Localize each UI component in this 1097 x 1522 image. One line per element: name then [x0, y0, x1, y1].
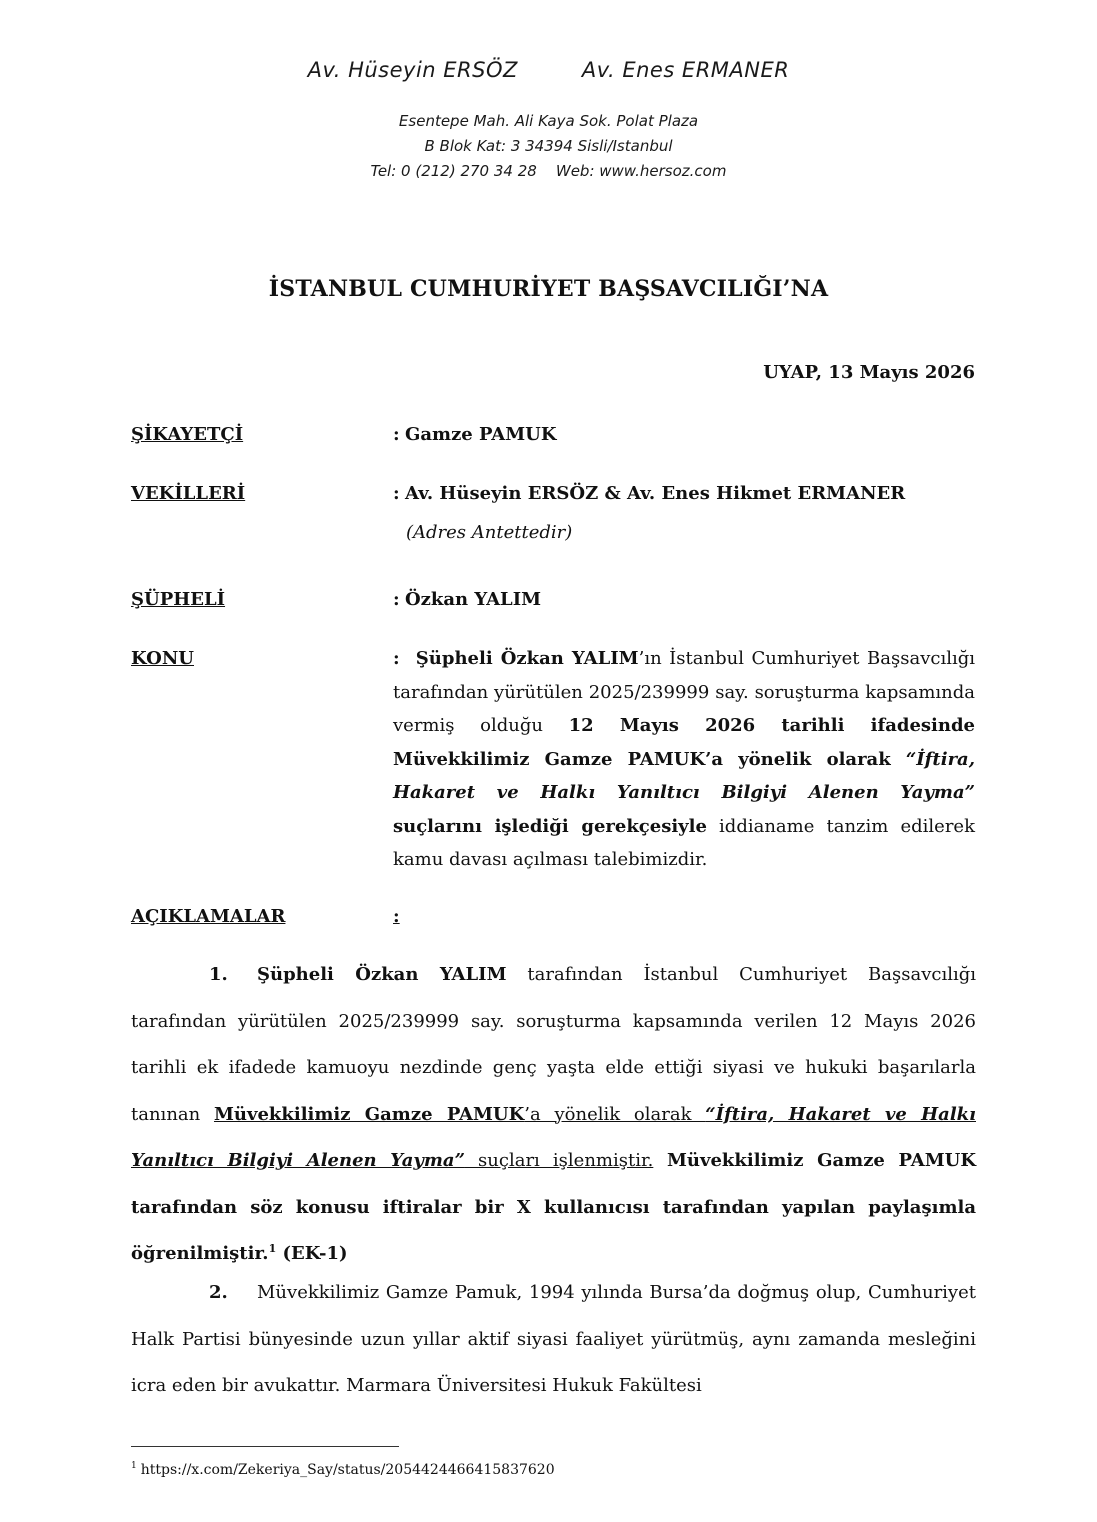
- suspect-value: Özkan YALIM: [405, 589, 542, 610]
- letterhead-names: [0, 58, 1097, 82]
- document-date: UYAP, 13 Mayıs 2026: [763, 362, 975, 383]
- explanations-label: AÇIKLAMALAR: [131, 906, 286, 927]
- subject-label: KONU: [131, 648, 194, 669]
- paragraph-1: 1. Şüpheli Özkan YALIM tarafından İstanbul Cumhuriyet Başsavcılığı tarafından yürütülen 2025/239999 say. soruşturma kapsamında verilen 12 Mayıs 2026 tarihli ek ifadede kamuoyu nezdinde genç yaşta elde ettiği siyasi ve hukuki başarılarla tanınan Müvekkilimiz Gamze PAMUK’a yönelik olarak “İftira, Hakaret ve Halkı Yanıltıcı Bilgiyi Alenen Yayma” suçları işlenmiştir. Müvekkilimiz Gamze PAMUK tarafından söz konusu iftiralar bir X kullanıcısı tarafından yapılan paylaşımla öğrenilmiştir.$^1$ (EK-1): [131, 952, 976, 1278]
- footnote-divider: [131, 1446, 399, 1447]
- suspect-label: ŞÜPHELİ: [131, 589, 226, 610]
- lawyer-name-1: Av. Hüseyin ERSÖZ: [307, 58, 518, 82]
- paragraph-2: 2. Müvekkilimiz Gamze Pamuk, 1994 yılında Bursa’da doğmuş olup, Cumhuriyet Halk Partisi bünyesinde uzun yıllar aktif siyasi faaliyet yürütmüş, aynı zamanda mesleğini icra eden bir avukattır. Marmara Üniversitesi Hukuk Fakültesi: [131, 1270, 976, 1410]
- letterhead-address-line-2: B Blok Kat: 3 34394 Sisli/Istanbul: [424, 137, 673, 155]
- footnote-reference: 1: [268, 1242, 277, 1255]
- attorneys-address-note: (Adres Antettedir): [406, 522, 573, 543]
- lawyer-name-2: Av. Enes ERMANER: [581, 58, 790, 82]
- letterhead-contact-line: Tel: 0 (212) 270 34 28 Web: www.hersoz.com: [370, 162, 727, 180]
- attorneys-value: Av. Hüseyin ERSÖZ & Av. Enes Hikmet ERMANER: [405, 483, 906, 504]
- subject-text: : Şüpheli Özkan YALIM’ın İstanbul Cumhuriyet Başsavcılığı tarafından yürütülen 2025/239999 say. soruşturma kapsamında vermiş olduğu 12 Mayıs 2026 tarihli ifadesinde Müvekkilimiz Gamze PAMUK’a yönelik olarak “İftira, Hakaret ve Halkı Yanıltıcı Bilgiyi Alenen Yayma” suçlarını işlediği gerekçesiyle iddianame tanzim edilerek kamu davası açılması talebimizdir.: [393, 648, 976, 870]
- footnote: $^1$ https://x.com/Zekeriya_Say/status/2054424466415837620: [131, 1461, 555, 1478]
- attorneys-label: VEKİLLERİ: [131, 483, 246, 504]
- letterhead-address-line-1: Esentepe Mah. Ali Kaya Sok. Polat Plaza: [398, 112, 699, 130]
- complainant-value: Gamze PAMUK: [405, 424, 557, 445]
- complainant-label: ŞİKAYETÇİ: [131, 424, 244, 445]
- document-page: Av. Hüseyin ERSÖZ Av. Enes ERMANER Esentepe Mah. Ali Kaya Sok. Polat Plaza B Blok Kat: 3 34394 Sisli/Istanbul Tel: 0 (212) 270 34 28 Web: www.hersoz.com İSTANBUL CUMHURİYET BAŞSAVCILIĞI’NA UYAP, 13 Mayıs 2026 ŞİKAYETÇİ : Gamze PAMUK VEKİLLERİ : Av. Hüseyin ERSÖZ & Av. Enes Hikmet ERMANER (Adres Antettedir) ŞÜPHELİ : Özkan YALIM KONU : Şüpheli Özkan YALIM’ın İstanbul Cumhuriyet Başsavcılığı tarafından yürütülen 2025/239999 say. soruşturma kapsamında vermiş olduğu 12 Mayıs 2026 tarihli ifadesinde Müvekkilimiz Gamze PAMUK’a yönelik olarak “İftira, Hakaret ve Halkı Yanıltıcı Bilgiyi Alenen Yayma” suçlarını işlediği gerekçesiyle iddianame tanzim edilerek kamu davası açılması talebimizdir. AÇIKLAMALAR : 1. Şüpheli Özkan YALIM tarafından İstanbul Cumhuriyet Başsavcılığı tarafından yürütülen 2025/239999 say. soruşturma kapsamında verilen 12 Mayıs 2026 tarihli ek ifadede kamuoyu nezdinde genç yaşta elde ettiği siyasi ve hukuki başarılarla tanınan Müvekkilimiz Gamze PAMUK’a yönelik olarak “İftira, Hakaret ve Halkı Yanıltıcı Bilgiyi Alenen Yayma” suçları işlenmiştir. Müvekkilimiz Gamze PAMUK tarafından söz konusu iftiralar bir X kullanıcısı tarafından yapılan paylaşımla öğrenilmiştir.$^1$ (EK-1) 2. Müvekkilimiz Gamze Pamuk, 1994 yılında Bursa’da doğmuş olup, Cumhuriyet Halk Partisi bünyesinde uzun yıllar aktif siyasi faaliyet yürütmüş, aynı zamanda mesleğini icra eden bir avukattır. Marmara Üniversitesi Hukuk Fakültesi $^1$ https://x.com/Zekeriya_Say/status/2054424466415837620: [0, 0, 1097, 1522]
- subject-row: [131, 642, 976, 882]
- paragraph-number: 2.: [209, 1282, 228, 1303]
- paragraph-number: 1.: [209, 964, 228, 985]
- document-title: İSTANBUL CUMHURİYET BAŞSAVCILIĞI’NA: [268, 276, 829, 302]
- footnote-link[interactable]: https://x.com/Zekeriya_Say/status/2054424466415837620: [140, 1462, 555, 1478]
